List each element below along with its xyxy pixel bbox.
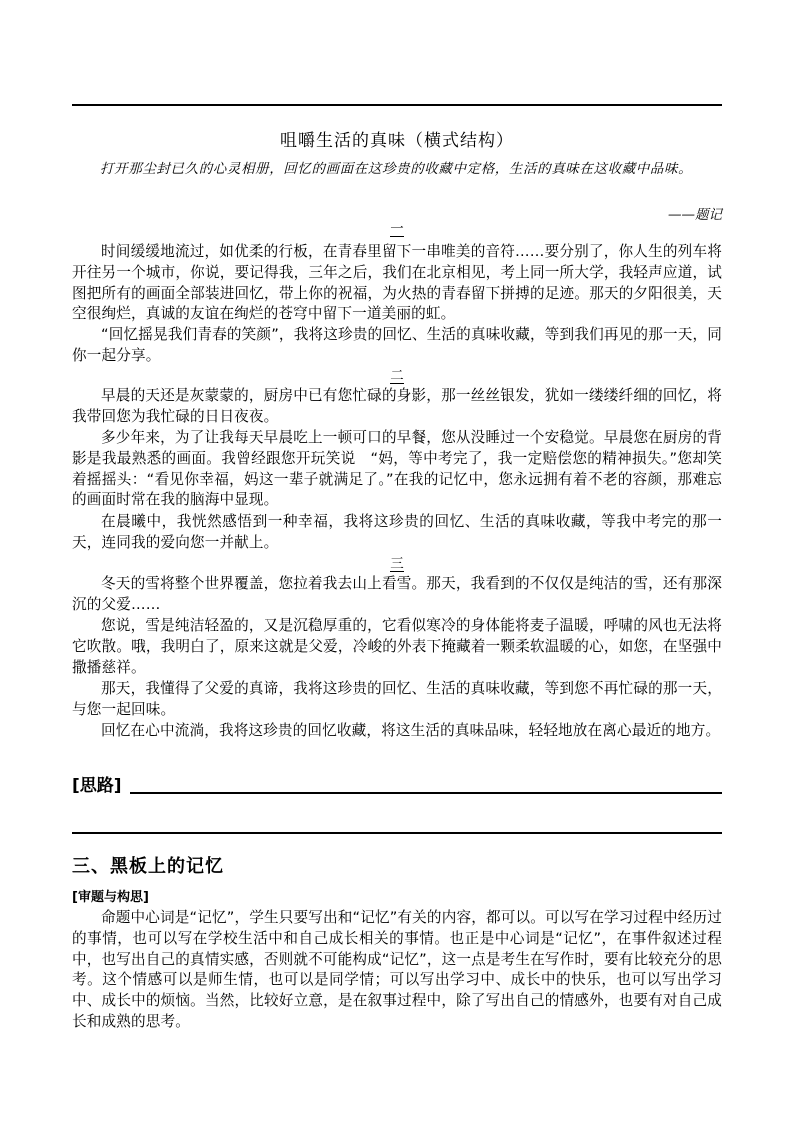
paragraph: 早晨的天还是灰蒙蒙的，厨房中已有您忙碌的身影，那一丝丝银发，犹如一缕缕纤细的回忆，将我带回您为我忙碌的日日夜夜。	[72, 387, 722, 425]
section-number: 三	[390, 556, 404, 572]
top-rule	[72, 104, 722, 106]
paragraph: 您说，雪是纯洁轻盈的，又是沉稳厚重的，它看似寒冷的身体能将麦子温暖，呼啸的风也无法将它吹散。哦，我明白了，原来这就是父爱，冷峻的外表下掩藏着一颗柔软温暖的心，如您，在坚强中撒播慈祥。	[72, 617, 722, 676]
epigraph-sign: ——题记	[668, 207, 722, 223]
section-heading: 三、黑板上的记忆	[72, 856, 224, 877]
section-divider-rule	[72, 832, 722, 834]
paragraph: 时间缓缓地流过，如优柔的行板，在青春里留下一串唯美的音符……要分别了，你人生的列车将开往另一个城市，你说，要记得我，三年之后，我们在北京相见，考上同一所大学，我轻声应道，试图把所有的画面全部装进回忆，带上你的祝福，为火热的青春留下拼搏的足迹。那天的夕阳很美，天空很绚烂，真诚的友谊在绚烂的苍穹中留下一道美丽的虹。	[72, 243, 722, 323]
essay-title: 咀嚼生活的真味（横式结构）	[280, 131, 514, 151]
paragraph: 命题中心词是“记忆”，学生只要写出和“记忆”有关的内容，都可以。可以写在学习过程中经历过的事情，也可以写在学校生活中和自己成长相关的事情。也正是中心词是“记忆”，在事件叙述过程中，也写出自己的真情实感，否则就不可能构成“记忆”，这一点是考生在写作时，要有比较充分的思考。这个情感可以是师生情，也可以是同学情；可以写出学习中、成长中的快乐，也可以写出学习中、成长中的烦恼。当然，比较好立意，是在叙事过程中，除了写出自己的情感外，也要有对自己成长和成熟的思考。	[72, 909, 722, 1030]
section-number: 一	[390, 221, 404, 237]
section-number: 二	[390, 368, 404, 384]
silu-row	[72, 771, 722, 797]
epigraph: 打开那尘封已久的心灵相册，回忆的画面在这珍贵的收藏中定格，生活的真味在这收藏中品味。	[100, 161, 693, 177]
paragraph: “回忆摇晃我们青春的笑颜”，我将这珍贵的回忆、生活的真味收藏，等到我们再见的那一天，同你一起分享。	[72, 326, 722, 364]
paragraph: 冬天的雪将整个世界覆盖，您拉着我去山上看雪。那天，我看到的不仅仅是纯洁的雪，还有那深沉的父爱……	[72, 575, 722, 613]
paragraph: 那天，我懂得了父爱的真谛，我将这珍贵的回忆、生活的真味收藏，等到您不再忙碌的那一天，与您一起回味。	[72, 680, 722, 718]
silu-label: [思路]	[72, 776, 122, 796]
silu-answer-line	[130, 792, 722, 794]
paragraph: 回忆在心中流淌，我将这珍贵的回忆收藏，将这生活的真味品味，轻轻地放在离心最近的地方。	[101, 722, 721, 739]
subheading: [审题与构思]	[72, 890, 149, 905]
paragraph: 多少年来，为了让我每天早晨吃上一顿可口的早餐，您从没睡过一个安稳觉。早晨您在厨房的背影是我最熟悉的画面。我曾经跟您开玩笑说 “妈，等中考完了，我一定赔偿您的精神损失。”您却笑着摇摇头：“看见你幸福，妈这一辈子就满足了。”在我的记忆中，您永远拥有着不老的容颜，那难忘的画面时常在我的脑海中显现。	[72, 429, 722, 509]
paragraph: 在晨曦中，我恍然感悟到一种幸福，我将这珍贵的回忆、生活的真味收藏，等我中考完的那一天，连同我的爱向您一并献上。	[72, 513, 722, 551]
